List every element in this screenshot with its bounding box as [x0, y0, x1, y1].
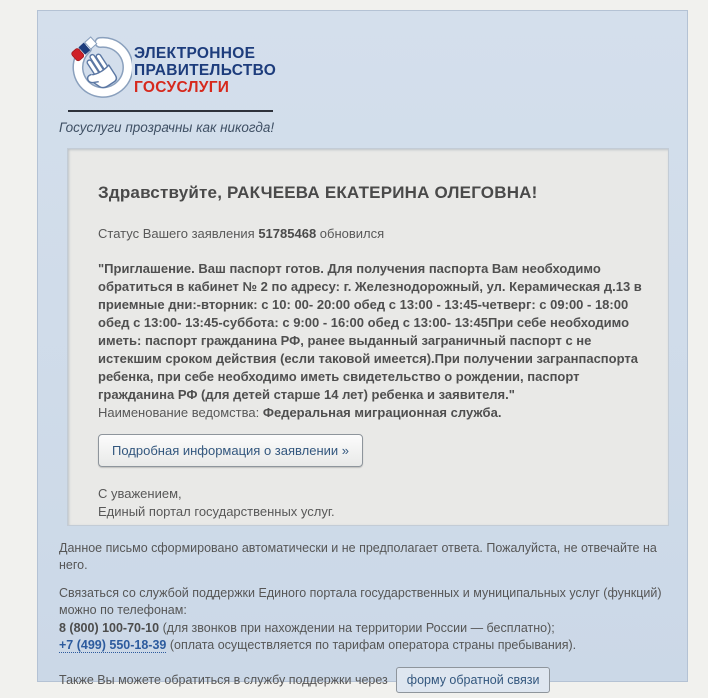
header — [38, 11, 687, 112]
support-phones — [59, 620, 665, 654]
phone-line-abroad — [59, 637, 665, 654]
auto-notice: Данное письмо сформировано автоматически и не предполагает ответа. Пожалуйста, не отвечайте на него. — [59, 541, 657, 572]
feedback-text: Также Вы можете обратиться в службу поддержки через — [59, 672, 388, 687]
tagline: Госуслуги прозрачны как никогда! — [59, 120, 275, 135]
phone-number-russia: 8 (800) 100-70-10 — [59, 621, 160, 635]
phone-number-abroad-link[interactable]: +7 (499) 550-18-39 — [59, 638, 167, 652]
status-suffix: обновился — [319, 226, 385, 241]
logo-line-2: ПРАВИТЕЛЬСТВО — [134, 62, 277, 79]
footer — [38, 526, 687, 693]
message-body: "Приглашение. Ваш паспорт готов. Для получения паспорта Вам необходимо обратиться в кабинет № 2 по адресу: г. Железнодорожный, ул. Керамическая д.13 в приемные дни:-вторник: с 10: 00- 20:00 обед с 13:00 - 13:45-четверг: с 09:00 - 18:00 обед с 13:00- 13:45-суббота: с 9:00 - 16:00 обед с 13:00- 13:45При себе необходимо иметь: паспорт гражданина РФ, ранее выданный заграничный паспорт с не истекшим сроком действия (если таковой имеется).При получении загранпаспорта ребенка, при себе необходимо иметь свидетельство о рождении, паспорт гражданина РФ (для детей старше 14 лет) ребенка и заявителя." — [98, 261, 642, 402]
feedback-form-button[interactable]: форму обратной связи — [396, 667, 551, 693]
support-intro: Связаться со службой поддержки Единого портала государственных и муниципальных услуг (функций) можно по телефонам: — [59, 586, 662, 617]
status-line — [98, 226, 643, 241]
status-prefix: Статус Вашего заявления — [98, 226, 255, 241]
gosuslugi-logo-text — [134, 45, 276, 96]
phone-note-abroad: (оплата осуществляется по тарифам оператора страны пребывания). — [169, 638, 577, 652]
signature-line-2: Единый портал государственных услуг. — [98, 504, 335, 519]
phone-note-russia: (для звонков при нахождении на территории России — бесплатно); — [162, 621, 555, 635]
greeting-heading: Здравствуйте, РАКЧЕЕВА ЕКАТЕРИНА ОЛЕГОВНА! — [98, 183, 538, 202]
gosuslugi-logo — [68, 35, 687, 101]
phone-line-russia — [59, 620, 665, 637]
signature-line-1: С уважением, — [98, 486, 182, 501]
department-line — [98, 404, 643, 422]
department-label: Наименование ведомства: — [98, 405, 260, 420]
application-number: 51785468 — [258, 226, 317, 241]
email-panel — [37, 10, 688, 687]
message-card — [67, 148, 669, 526]
application-details-button[interactable]: Подробная информация о заявлении » — [98, 434, 363, 467]
signature — [98, 485, 643, 521]
department-value: Федеральная миграционная служба. — [262, 405, 502, 420]
gosuslugi-hand-icon — [68, 35, 132, 101]
logo-line-1: ЭЛЕКТРОННОЕ — [134, 45, 256, 62]
logo-line-3: ГОСУСЛУГИ — [134, 79, 230, 96]
feedback-row — [59, 667, 665, 693]
